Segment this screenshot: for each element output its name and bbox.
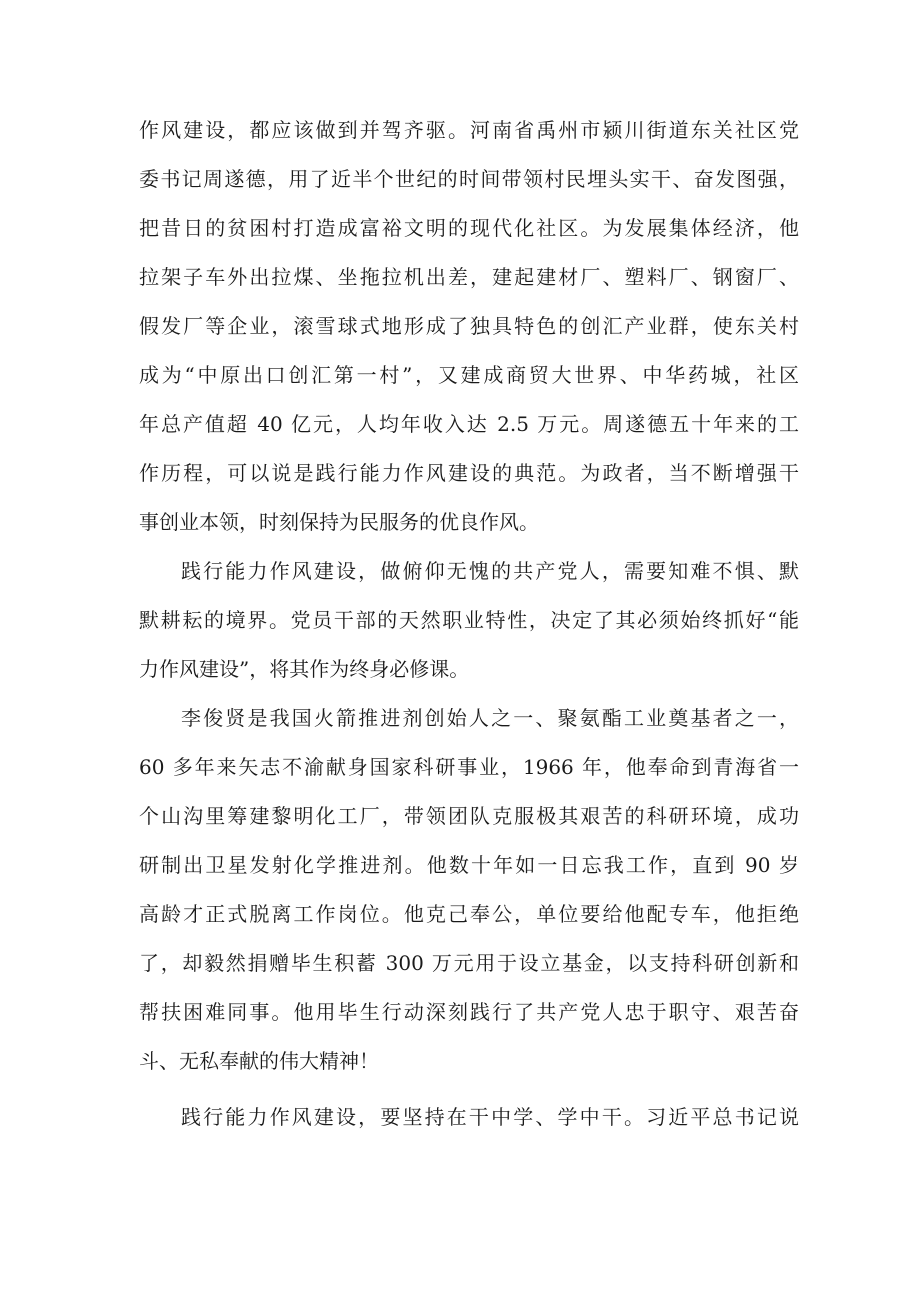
- text-line: 了，却毅然捐赠毕生积蓄 300 万元用于设立基金，以支持科研创新和: [139, 951, 799, 975]
- text-line: 假发厂等企业，滚雪球式地形成了独具特色的创汇产业群，使东关村: [139, 314, 799, 338]
- text-line: 作历程，可以说是践行能力作风建设的典范。为政者，当不断增强干: [139, 461, 799, 485]
- text-line: 斗、无私奉献的伟大精神！: [139, 1049, 379, 1073]
- text-line: 研制出卫星发射化学推进剂。他数十年如一日忘我工作，直到 90 岁: [139, 853, 799, 877]
- text-line: 践行能力作风建设，要坚持在干中学、学中干。习近平总书记说: [181, 1105, 799, 1129]
- text-line: 年总产值超 40 亿元，人均年收入达 2.5 万元。周遂德五十年来的工: [139, 412, 799, 436]
- text-line: 作风建设，都应该做到并驾齐驱。河南省禹州市颍川街道东关社区党: [139, 118, 799, 142]
- text-line: 力作风建设”，将其作为终身必修课。: [139, 657, 470, 681]
- text-line: 李俊贤是我国火箭推进剂创始人之一、聚氨酯工业奠基者之一，: [181, 706, 799, 730]
- text-line: 成为“中原出口创汇第一村”，又建成商贸大世界、中华药城，社区: [139, 363, 799, 387]
- text-line: 践行能力作风建设，做俯仰无愧的共产党人，需要知难不惧、默: [181, 559, 799, 583]
- text-line: 默耕耘的境界。党员干部的天然职业特性，决定了其必须始终抓好“能: [139, 608, 799, 632]
- text-line: 个山沟里筹建黎明化工厂，带领团队克服极其艰苦的科研环境，成功: [139, 804, 799, 828]
- text-line: 委书记周遂德，用了近半个世纪的时间带领村民埋头实干、奋发图强，: [139, 167, 799, 191]
- text-line: 高龄才正式脱离工作岗位。他克己奉公，单位要给他配专车，他拒绝: [139, 902, 799, 926]
- text-line: 把昔日的贫困村打造成富裕文明的现代化社区。为发展集体经济，他: [139, 216, 799, 240]
- text-line: 帮扶困难同事。他用毕生行动深刻践行了共产党人忠于职守、艰苦奋: [139, 1000, 799, 1024]
- text-line: 事创业本领，时刻保持为民服务的优良作风。: [139, 510, 539, 534]
- text-line: 60 多年来矢志不渝献身国家科研事业，1966 年，他奉命到青海省一: [139, 755, 799, 779]
- text-line: 拉架子车外出拉煤、坐拖拉机出差，建起建材厂、塑料厂、钢窗厂、: [139, 265, 799, 289]
